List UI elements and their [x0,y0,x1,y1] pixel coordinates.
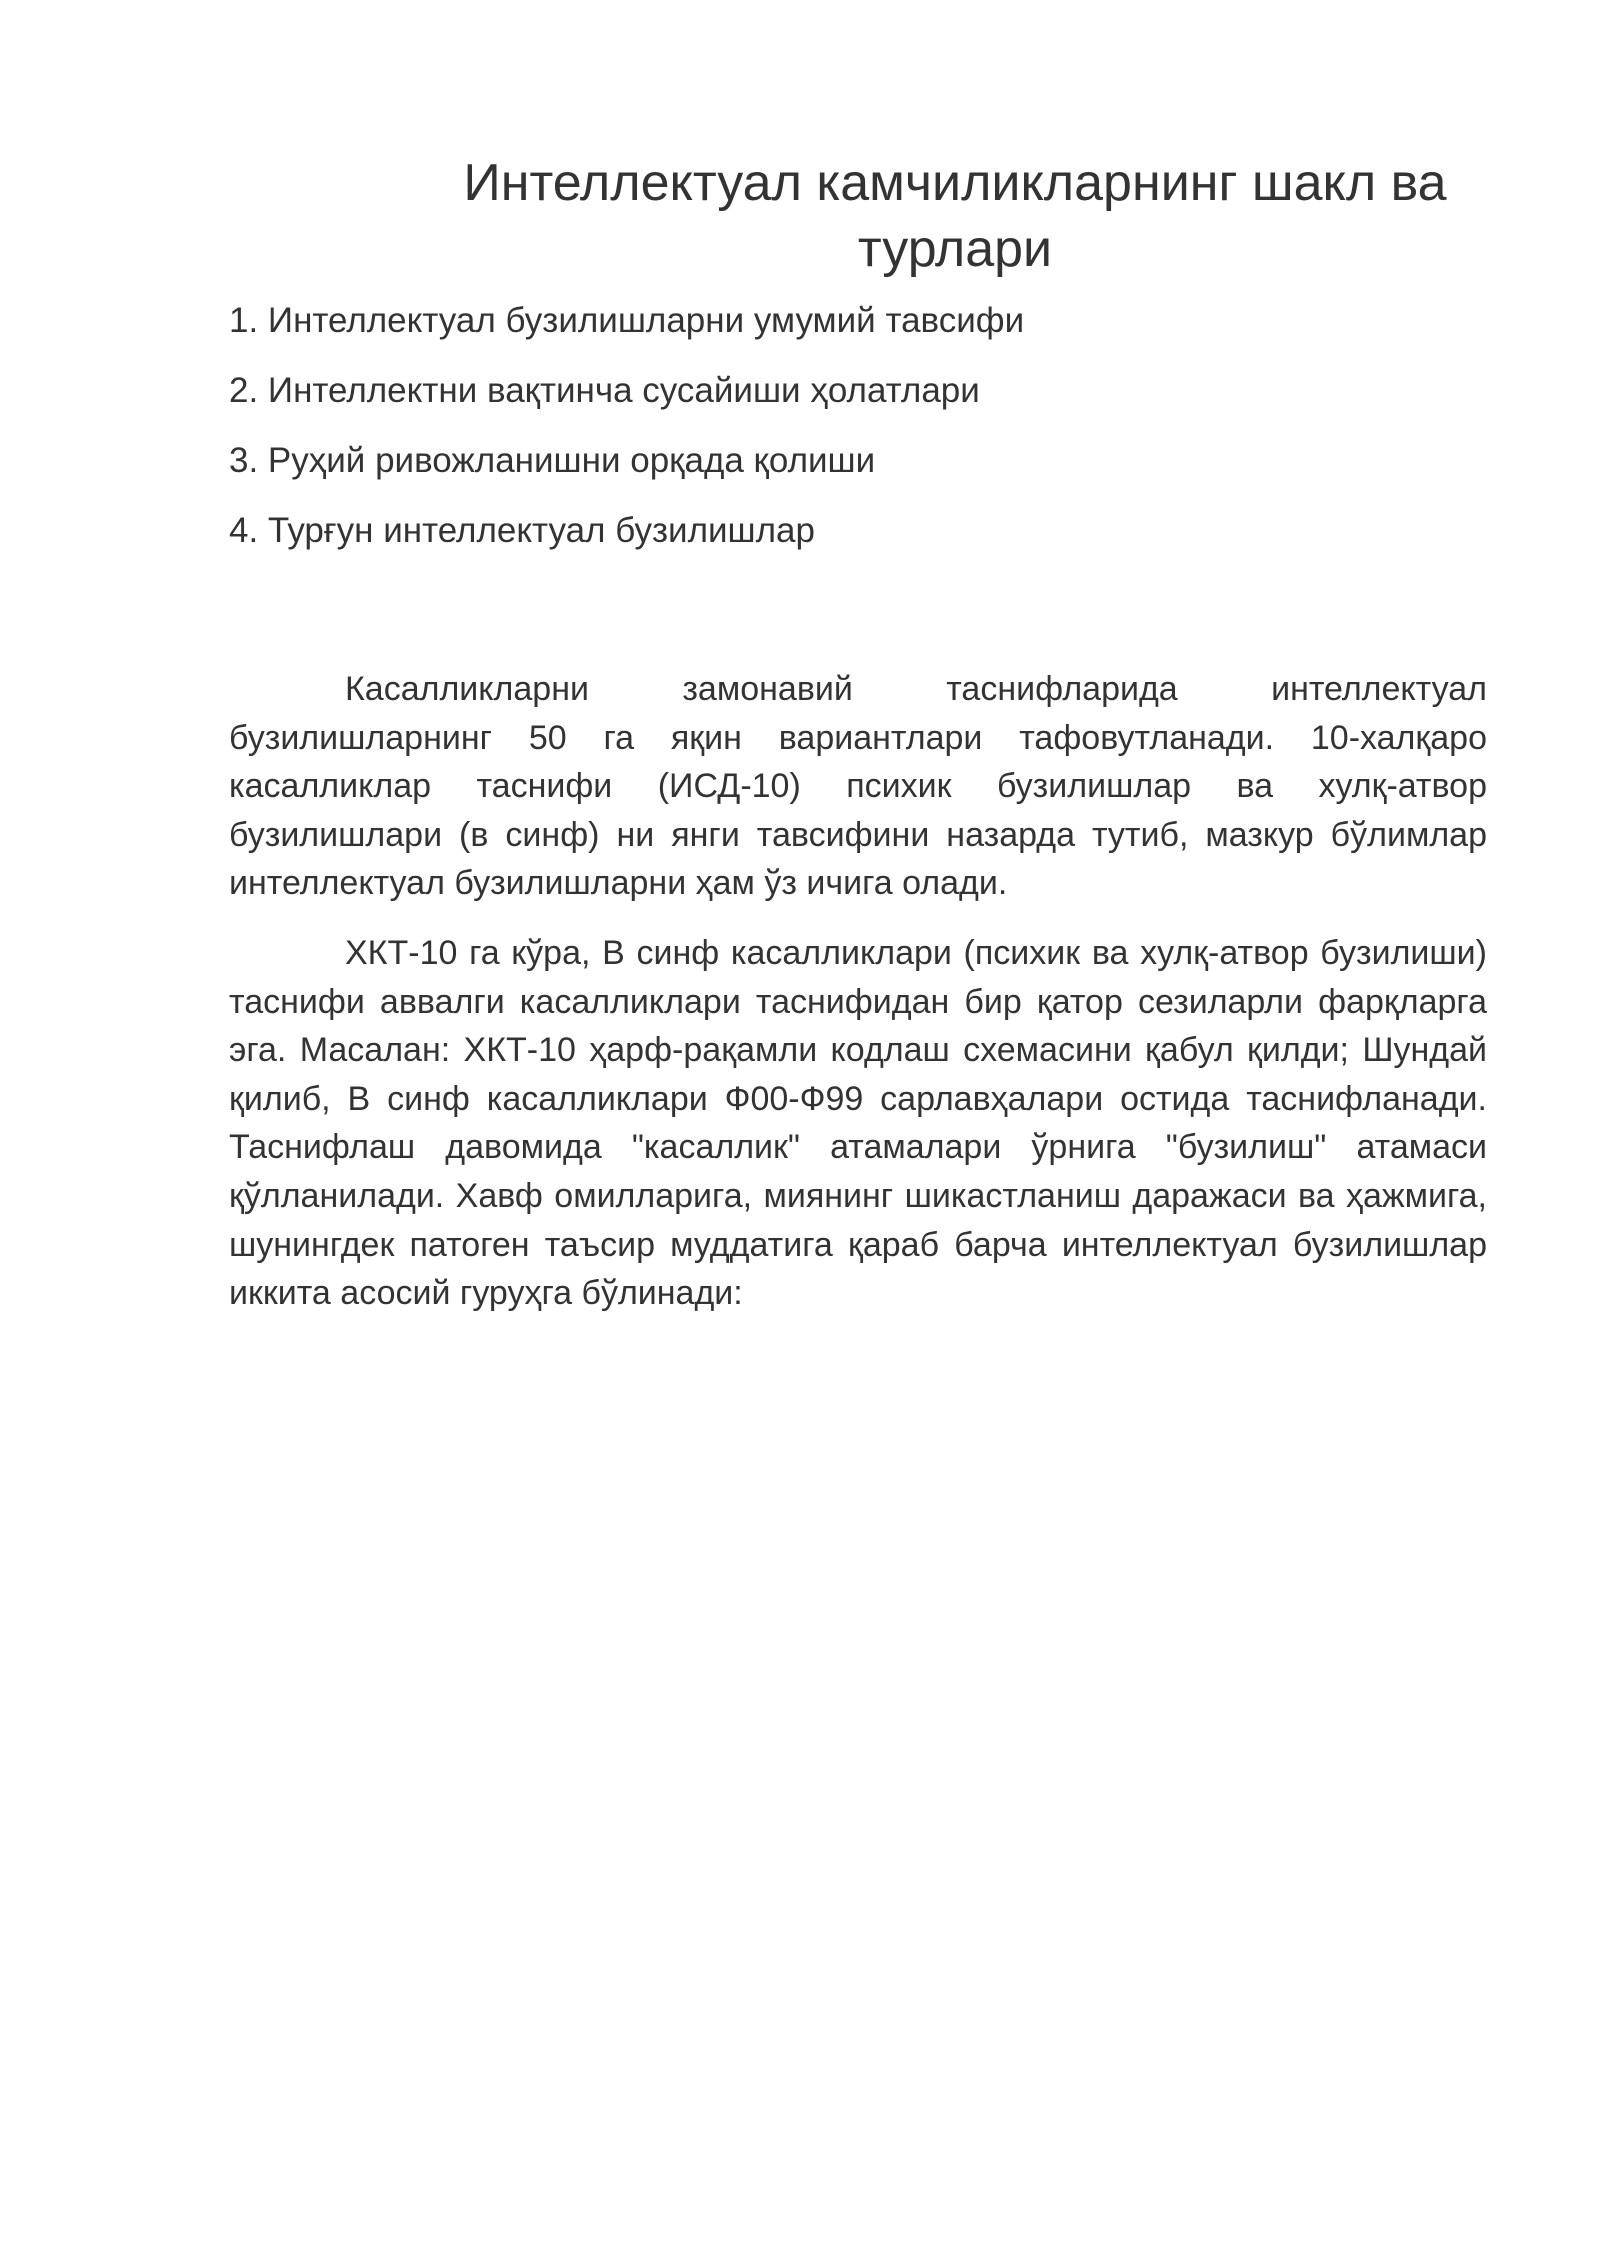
outline-item: 4. Турғун интеллектуал бузилишлар [229,511,815,550]
body-text [229,665,1487,1339]
outline-item: 1. Интеллектуал бузилишларни умумий тавсифи [229,301,1025,340]
paragraph: Касалликларни замонавий таснифларида интеллектуал бузилишларнинг 50 га яқин вариантлари тафовутланади. 10-халқаро касалликлар таснифи (ИСД-10) психик бузилишлар ва хулқ-атвор бузилишлари (в синф) ни янги тавсифини назарда тутиб, мазкур бўлимлар интеллектуал бузилишларни ҳам ўз ичига олади. [229,670,1487,903]
outline-item: 3. Руҳий ривожланишни орқада қолиши [229,441,876,480]
paragraph: ХКТ-10 га кўра, В синф касалликлари (психик ва хулқ-атвор бузилиши) таснифи аввалги касалликлари таснифидан бир қатор сезиларли фарқларга эга. Масалан: ХКТ-10 ҳарф-рақамли кодлаш схемасини қабул қилди; Шундай қилиб, В синф касалликлари Ф00-Ф99 сарлавҳалари остида таснифланади. Таснифлаш давомида "касаллик" атамалари ўрнига "бузилиш" атамаси қўлланилади. Хавф омилларига, миянинг шикастланиш даражаси ва ҳажмига, шунингдек патоген таъсир муддатига қараб барча интеллектуал бузилишлар иккита асосий гуруҳга бўлинади: [229,933,1487,1313]
outline-list [229,298,1024,578]
document-title: Интеллектуал камчиликларнинг шакл ва турлари [463,154,1447,278]
outline-item: 2. Интеллектни вақтинча сусайиши ҳолатлари [229,371,980,410]
